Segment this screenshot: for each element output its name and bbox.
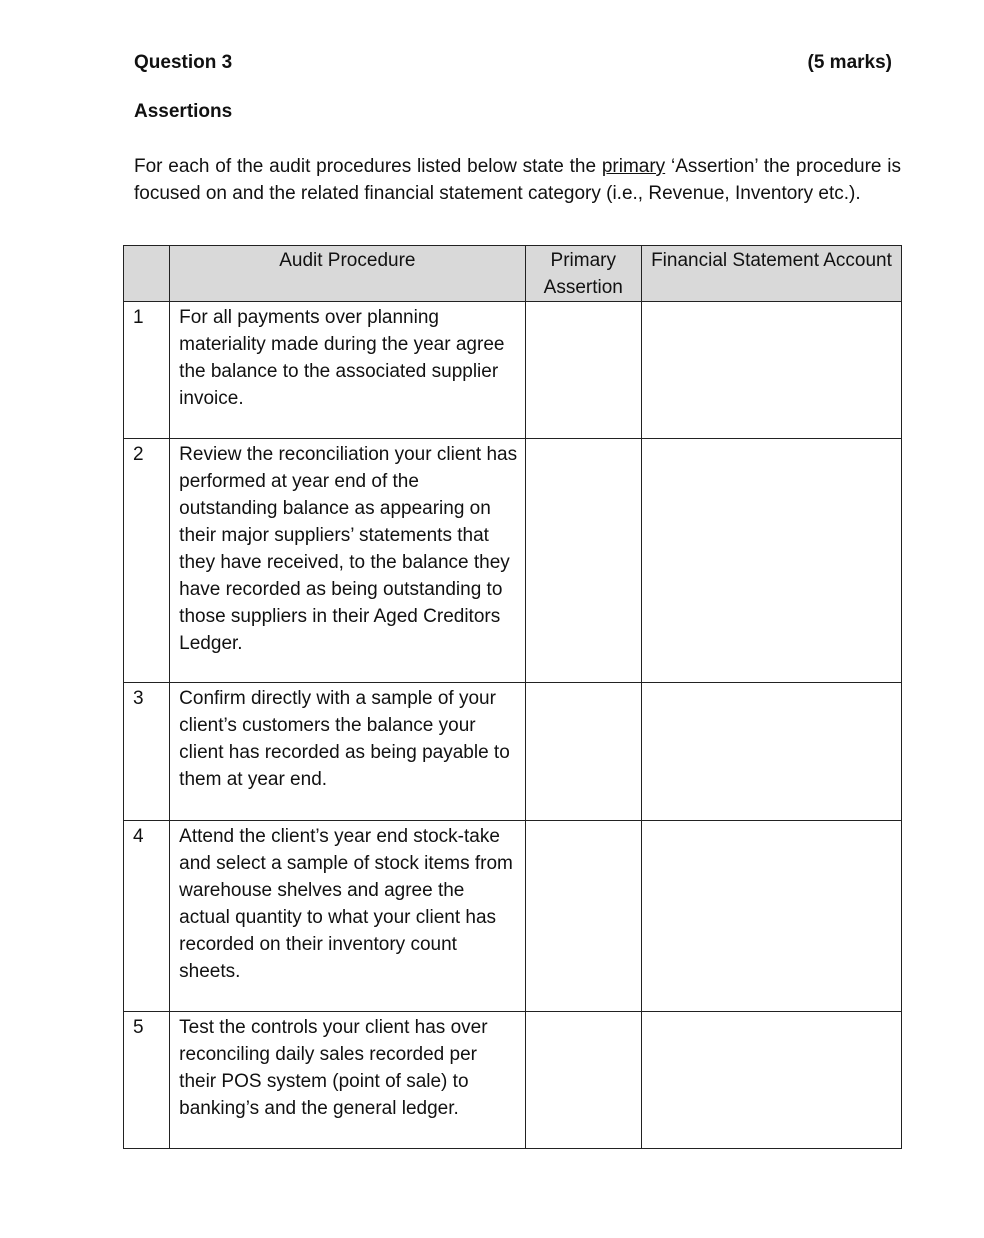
table-row xyxy=(124,439,902,683)
financial-statement-account-cell[interactable] xyxy=(641,821,901,1012)
table-row xyxy=(124,1012,902,1149)
financial-statement-account-cell[interactable] xyxy=(641,1012,901,1149)
header-financial-statement-account-label: Financial Statement Account xyxy=(651,250,892,271)
header-primary-assertion xyxy=(525,246,641,302)
financial-statement-account-cell[interactable] xyxy=(641,439,901,683)
header-financial-statement-account xyxy=(641,246,901,302)
header-number xyxy=(124,246,170,302)
header-audit-procedure xyxy=(170,246,525,302)
instructions-paragraph xyxy=(134,153,901,207)
instructions-underlined-word: primary xyxy=(601,156,666,177)
audit-procedure-text: For all payments over planning materiality made during the year agree the balance to the associated supplier invoice. xyxy=(170,302,525,439)
audit-procedures-table xyxy=(123,245,902,1149)
question-title: Question 3 xyxy=(134,52,233,73)
row-number: 1 xyxy=(124,302,170,439)
audit-procedure-text: Attend the client’s year end stock-take and select a sample of stock items from warehouse shelves and agree the actual quantity to what your client has recorded on their inventory count sheets. xyxy=(170,821,525,1012)
row-number: 5 xyxy=(124,1012,170,1149)
question-marks: (5 marks) xyxy=(807,52,892,73)
row-number: 4 xyxy=(124,821,170,1012)
primary-assertion-cell[interactable] xyxy=(525,821,641,1012)
primary-assertion-cell[interactable] xyxy=(525,683,641,821)
instructions-text-end: ‘Assertion’ the procedure is focused on and the related financial statement category (i.e., Revenue, Inventory etc.). xyxy=(134,156,901,204)
section-title: Assertions xyxy=(134,101,233,122)
row-number: 2 xyxy=(124,439,170,683)
primary-assertion-cell[interactable] xyxy=(525,439,641,683)
table-header-row xyxy=(124,246,902,302)
table-row xyxy=(124,302,902,439)
audit-procedure-text: Review the reconciliation your client has performed at year end of the outstanding balance as appearing on their major suppliers’ statements that they have received, to the balance they have recorded as being outstanding to those suppliers in their Aged Creditors Ledger. xyxy=(170,439,525,683)
financial-statement-account-cell[interactable] xyxy=(641,683,901,821)
header-audit-procedure-label: Audit Procedure xyxy=(279,250,416,271)
financial-statement-account-cell[interactable] xyxy=(641,302,901,439)
table-row xyxy=(124,821,902,1012)
header-primary-assertion-label: Primary Assertion xyxy=(543,250,623,298)
primary-assertion-cell[interactable] xyxy=(525,1012,641,1149)
instructions-text-start: For each of the audit procedures listed below state the xyxy=(134,156,602,177)
row-number: 3 xyxy=(124,683,170,821)
table-row xyxy=(124,683,902,821)
audit-procedure-text: Confirm directly with a sample of your client’s customers the balance your client has recorded as being payable to them at year end. xyxy=(170,683,525,821)
audit-procedure-text: Test the controls your client has over reconciling daily sales recorded per their POS system (point of sale) to banking’s and the general ledger. xyxy=(170,1012,525,1149)
primary-assertion-cell[interactable] xyxy=(525,302,641,439)
